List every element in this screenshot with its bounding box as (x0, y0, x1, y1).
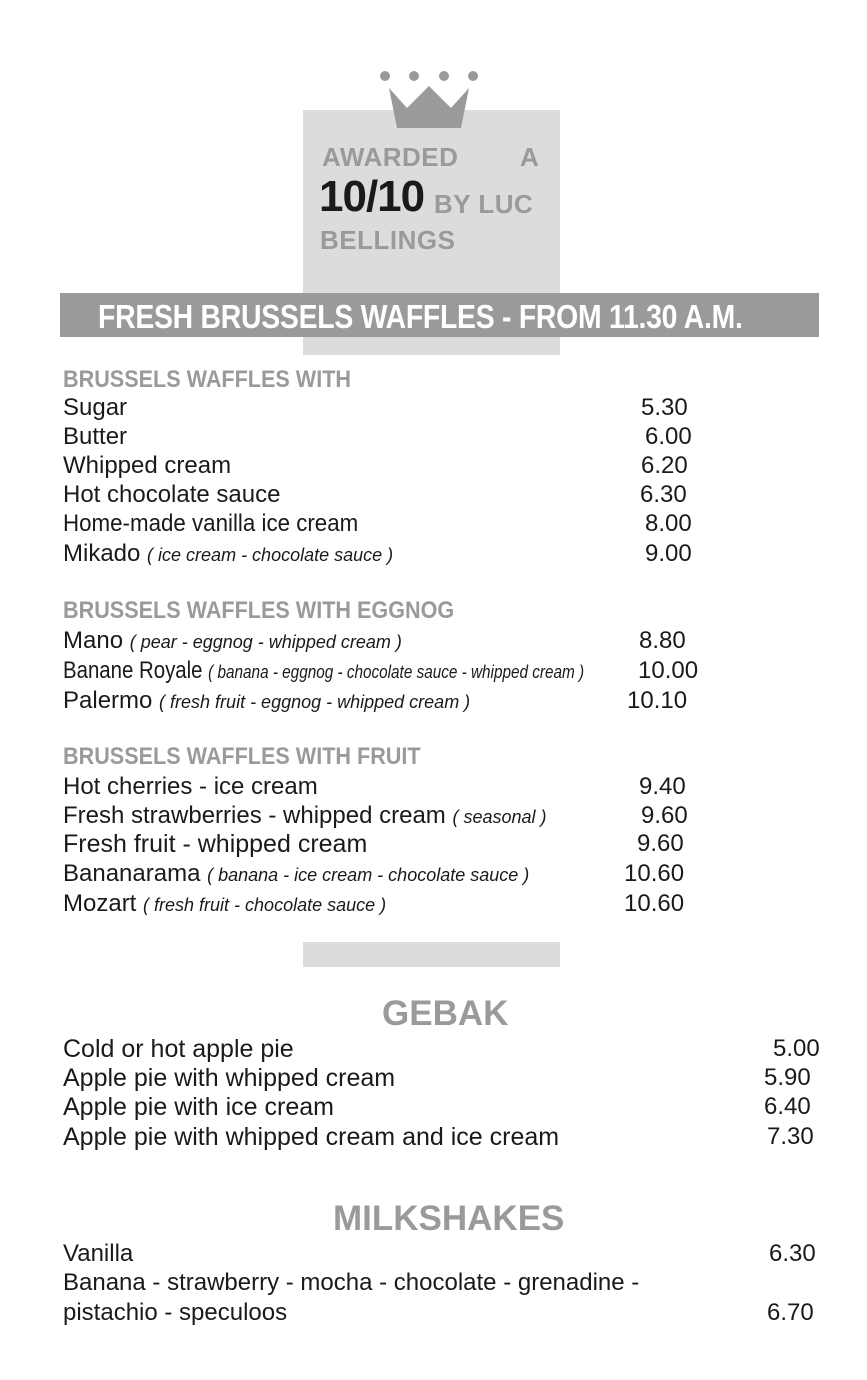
menu-item-name: Butter (63, 423, 128, 450)
menu-item-price: 8.80 (639, 627, 686, 654)
menu-item-price: 5.00 (773, 1035, 820, 1062)
section-heading-waffles-with: BRUSSELS WAFFLES WITH (63, 366, 351, 393)
menu-item-name: Banane Royale (63, 657, 203, 684)
menu-item-price: 7.30 (767, 1123, 814, 1150)
menu-item-price: 5.30 (641, 394, 688, 421)
menu-item-name: Apple pie with whipped cream (63, 1064, 396, 1092)
menu-item-price: 10.00 (638, 657, 699, 684)
menu-item-price: 8.00 (645, 510, 692, 537)
menu-item (63, 802, 547, 830)
menu-item-name: Vanilla (63, 1240, 134, 1267)
menu-item-price: 6.20 (641, 452, 688, 479)
menu-item-note: ( fresh fruit - eggnog - whipped cream ) (159, 692, 471, 712)
menu-item-name: Mozart (63, 890, 137, 917)
menu-item-price: 6.00 (645, 423, 692, 450)
menu-item-name: Hot cherries - ice cream (63, 773, 318, 800)
menu-item-note: ( pear - eggnog - whipped cream ) (129, 632, 402, 652)
award-a-label: A (520, 142, 540, 172)
menu-item-note: ( fresh fruit - chocolate sauce ) (143, 895, 387, 915)
menu-item-name: Whipped cream (63, 452, 232, 479)
menu-item-price: 6.30 (640, 481, 687, 508)
menu-item-name: Palermo (63, 687, 153, 714)
menu-item (63, 890, 386, 918)
menu-item-price: 10.10 (627, 687, 688, 714)
menu-item-price: 9.40 (639, 773, 686, 800)
menu-item-name: Sugar (63, 394, 128, 421)
menu-item-price: 9.00 (645, 540, 692, 567)
menu-item-name: Bananarama (63, 860, 201, 887)
menu-item-name: Apple pie with ice cream (63, 1093, 334, 1121)
menu-item (63, 860, 529, 888)
menu-item-name: pistachio - speculoos (63, 1299, 288, 1326)
award-bellings: BELLINGS (320, 225, 456, 255)
section-heading-milkshakes: MILKSHAKES (333, 1199, 565, 1238)
section-divider (303, 942, 560, 967)
menu-item-price: 5.90 (764, 1064, 811, 1091)
menu-item (63, 687, 470, 715)
menu-item-name: Fresh fruit - whipped cream (63, 830, 368, 858)
menu-item-name: Banana - strawberry - mocha - chocolate - grenadine - (63, 1269, 640, 1296)
menu-item-name: Mikado (63, 540, 141, 567)
menu-item-name: Home-made vanilla ice cream (63, 510, 359, 537)
menu-item-note: ( banana - eggnog - chocolate sauce - whipped cream ) (208, 662, 585, 682)
award-score: 10/10 (319, 172, 425, 221)
menu-item-price: 10.60 (624, 890, 685, 917)
menu-item-price: 6.30 (769, 1240, 816, 1267)
menu-item-name: Apple pie with whipped cream and ice cream (63, 1123, 560, 1151)
menu-item-price: 6.70 (767, 1299, 814, 1326)
section-heading-waffles-eggnog: BRUSSELS WAFFLES WITH EGGNOG (63, 597, 455, 624)
menu-item-price: 9.60 (641, 802, 688, 829)
banner-title: FRESH BRUSSELS WAFFLES - FROM 11.30 A.M. (98, 298, 743, 335)
menu-item-price: 9.60 (637, 830, 684, 857)
menu-item-name: Fresh strawberries - whipped cream (63, 802, 446, 829)
section-heading-gebak: GEBAK (382, 994, 509, 1033)
menu-item-note: ( ice cream - chocolate sauce ) (147, 545, 394, 565)
menu-item-note: ( seasonal ) (452, 807, 547, 827)
award-awarded-label: AWARDED (322, 142, 459, 172)
menu-item-note: ( banana - ice cream - chocolate sauce ) (207, 865, 530, 885)
menu-item-name: Cold or hot apple pie (63, 1035, 294, 1063)
menu-item-price: 10.60 (624, 860, 685, 887)
menu-item (63, 657, 584, 685)
crown-icon (377, 66, 481, 132)
section-heading-waffles-fruit: BRUSSELS WAFFLES WITH FRUIT (63, 743, 421, 770)
menu-item (63, 540, 393, 568)
menu-item-price: 6.40 (764, 1093, 811, 1120)
menu-item-name: Mano (63, 627, 124, 654)
menu-item-name: Hot chocolate sauce (63, 481, 281, 508)
menu-item (63, 627, 402, 655)
award-by-luc: BY LUC (434, 189, 534, 219)
